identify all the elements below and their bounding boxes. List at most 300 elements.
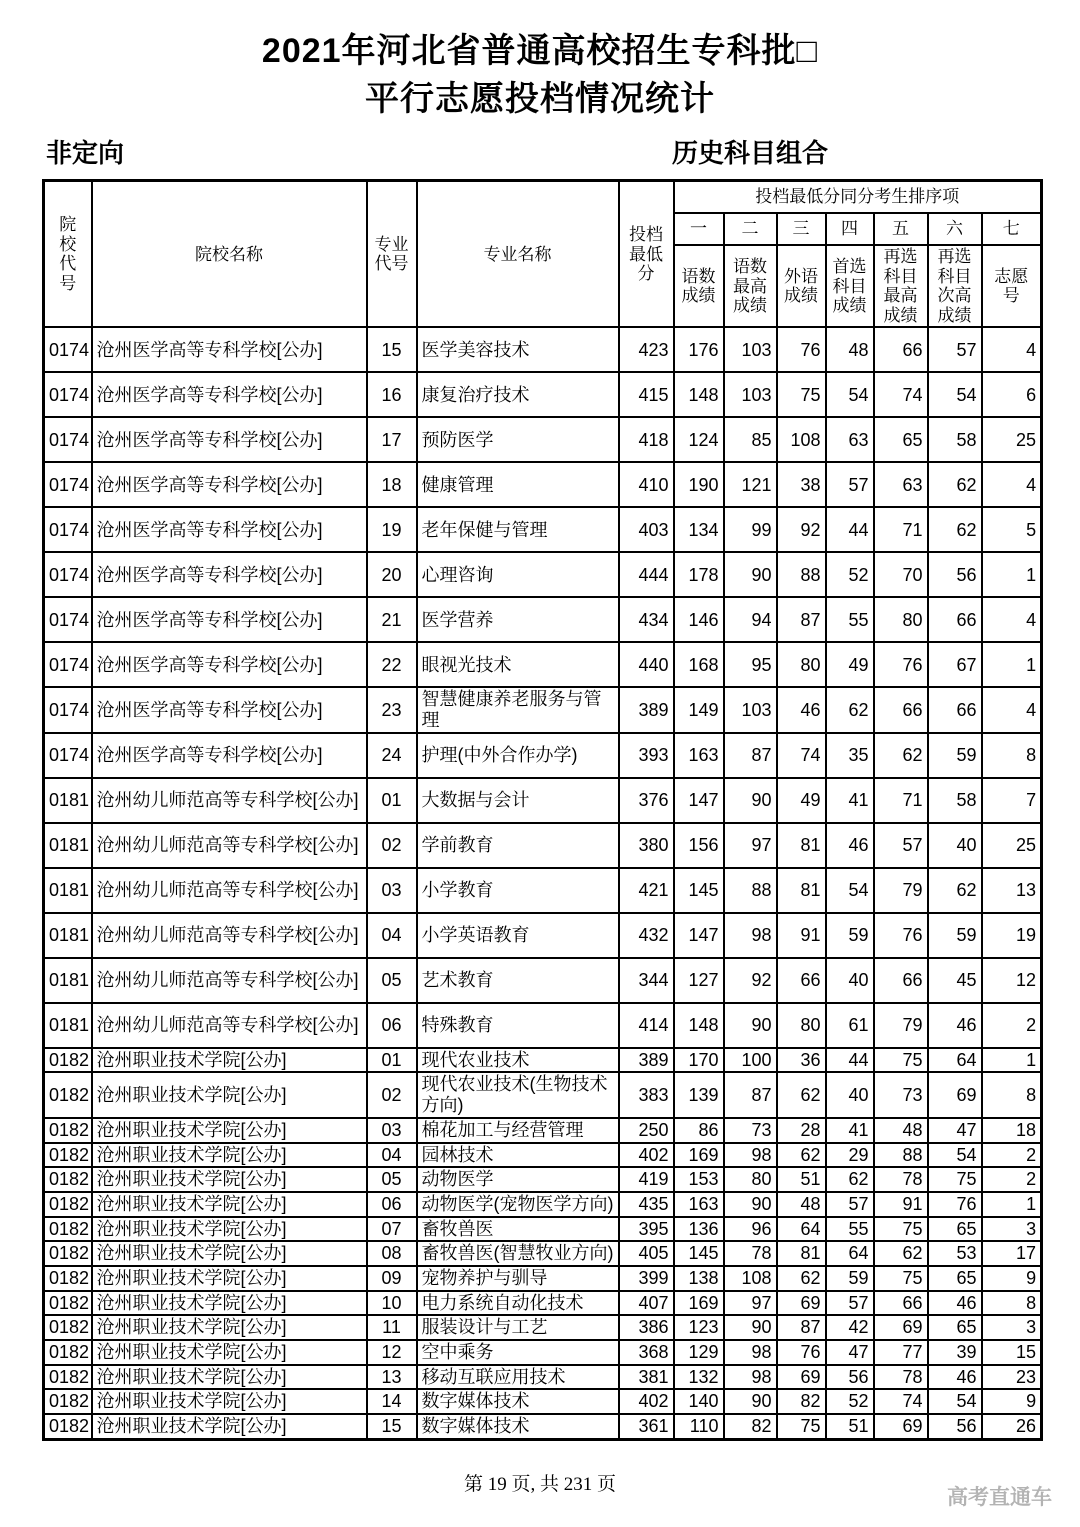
- school-code-cell: 0174: [44, 372, 92, 417]
- header-reselect-subject-max-score: 再选科目最高成绩: [874, 245, 928, 327]
- tiebreak-1-cell: 124: [674, 417, 724, 462]
- volunteer-number-cell: 25: [982, 823, 1042, 868]
- header-chinese-math-max-score: 语数最高成绩: [724, 245, 777, 327]
- header-major-code: 专业代号: [367, 181, 417, 328]
- volunteer-number-cell: 4: [982, 687, 1042, 732]
- min-score-cell: 368: [619, 1340, 674, 1365]
- tiebreak-5-cell: 48: [874, 1118, 928, 1143]
- min-score-cell: 403: [619, 507, 674, 552]
- header-ordinal-6: 六: [928, 213, 982, 245]
- min-score-cell: 386: [619, 1315, 674, 1340]
- tiebreak-5-cell: 80: [874, 597, 928, 642]
- major-code-cell: 03: [367, 1118, 417, 1143]
- header-ordinal-3: 三: [777, 213, 826, 245]
- major-name-cell: 电力系统自动化技术: [417, 1291, 619, 1316]
- tiebreak-5-cell: 78: [874, 1365, 928, 1390]
- tiebreak-5-cell: 74: [874, 372, 928, 417]
- volunteer-number-cell: 17: [982, 1241, 1042, 1266]
- major-code-cell: 06: [367, 1192, 417, 1217]
- watermark-gaokao-express: 高考直通车: [947, 1486, 1052, 1509]
- school-name-cell: 沧州职业技术学院[公办]: [92, 1217, 367, 1242]
- tiebreak-1-cell: 178: [674, 552, 724, 597]
- major-code-cell: 20: [367, 552, 417, 597]
- table-row: [44, 823, 1042, 868]
- tiebreak-1-cell: 147: [674, 778, 724, 823]
- tiebreak-5-cell: 69: [874, 1414, 928, 1439]
- tiebreak-4-cell: 44: [826, 507, 874, 552]
- tiebreak-4-cell: 44: [826, 1048, 874, 1073]
- tiebreak-1-cell: 170: [674, 1048, 724, 1073]
- tiebreak-2-cell: 98: [724, 1143, 777, 1168]
- school-code-cell: 0174: [44, 417, 92, 462]
- volunteer-number-cell: 4: [982, 327, 1042, 372]
- tiebreak-6-cell: 40: [928, 823, 982, 868]
- major-code-cell: 18: [367, 462, 417, 507]
- tiebreak-5-cell: 70: [874, 552, 928, 597]
- major-code-cell: 06: [367, 1003, 417, 1048]
- tiebreak-6-cell: 56: [928, 1414, 982, 1439]
- major-name-cell: 眼视光技术: [417, 642, 619, 687]
- table-row: [44, 1217, 1042, 1242]
- major-code-cell: 07: [367, 1217, 417, 1242]
- tiebreak-6-cell: 46: [928, 1003, 982, 1048]
- volunteer-number-cell: 6: [982, 372, 1042, 417]
- tiebreak-2-cell: 98: [724, 913, 777, 958]
- major-name-cell: 大数据与会计: [417, 778, 619, 823]
- tiebreak-3-cell: 80: [777, 1003, 826, 1048]
- tiebreak-1-cell: 123: [674, 1315, 724, 1340]
- tiebreak-6-cell: 76: [928, 1192, 982, 1217]
- tiebreak-5-cell: 75: [874, 1217, 928, 1242]
- tiebreak-3-cell: 62: [777, 1072, 826, 1117]
- major-code-cell: 05: [367, 1167, 417, 1192]
- min-score-cell: 418: [619, 417, 674, 462]
- tiebreak-1-cell: 148: [674, 1003, 724, 1048]
- major-code-cell: 11: [367, 1315, 417, 1340]
- tiebreak-2-cell: 97: [724, 1291, 777, 1316]
- header-ordinal-1: 一: [674, 213, 724, 245]
- table-row: [44, 1167, 1042, 1192]
- table-row: [44, 1266, 1042, 1291]
- tiebreak-1-cell: 145: [674, 1241, 724, 1266]
- tiebreak-5-cell: 71: [874, 507, 928, 552]
- tiebreak-1-cell: 86: [674, 1118, 724, 1143]
- volunteer-number-cell: 2: [982, 1143, 1042, 1168]
- tiebreak-1-cell: 169: [674, 1143, 724, 1168]
- tiebreak-4-cell: 42: [826, 1315, 874, 1340]
- major-name-cell: 动物医学: [417, 1167, 619, 1192]
- tiebreak-6-cell: 59: [928, 733, 982, 778]
- min-score-cell: 423: [619, 327, 674, 372]
- table-row: [44, 1365, 1042, 1390]
- tiebreak-2-cell: 90: [724, 778, 777, 823]
- tiebreak-3-cell: 69: [777, 1291, 826, 1316]
- school-code-cell: 0182: [44, 1340, 92, 1365]
- volunteer-number-cell: 9: [982, 1266, 1042, 1291]
- school-code-cell: 0182: [44, 1241, 92, 1266]
- tiebreak-6-cell: 65: [928, 1266, 982, 1291]
- tiebreak-6-cell: 69: [928, 1072, 982, 1117]
- tiebreak-5-cell: 75: [874, 1048, 928, 1073]
- page-title-line2: 平行志愿投档情况统计: [365, 79, 715, 118]
- major-name-cell: 移动互联应用技术: [417, 1365, 619, 1390]
- school-code-cell: 0174: [44, 552, 92, 597]
- tiebreak-5-cell: 74: [874, 1389, 928, 1414]
- tiebreak-1-cell: 168: [674, 642, 724, 687]
- school-code-cell: 0182: [44, 1365, 92, 1390]
- tiebreak-4-cell: 62: [826, 687, 874, 732]
- school-name-cell: 沧州幼儿师范高等专科学校[公办]: [92, 823, 367, 868]
- tiebreak-2-cell: 73: [724, 1118, 777, 1143]
- tiebreak-4-cell: 61: [826, 1003, 874, 1048]
- header-foreign-language-score: 外语成绩: [777, 245, 826, 327]
- header-school-code: 院校代号: [44, 181, 92, 328]
- tiebreak-3-cell: 81: [777, 868, 826, 913]
- table-row: [44, 868, 1042, 913]
- table-row: [44, 1389, 1042, 1414]
- school-code-cell: 0182: [44, 1192, 92, 1217]
- tiebreak-5-cell: 88: [874, 1143, 928, 1168]
- tiebreak-2-cell: 97: [724, 823, 777, 868]
- tiebreak-1-cell: 134: [674, 507, 724, 552]
- tiebreak-4-cell: 64: [826, 1241, 874, 1266]
- tiebreak-3-cell: 74: [777, 733, 826, 778]
- tiebreak-4-cell: 59: [826, 913, 874, 958]
- school-code-cell: 0174: [44, 687, 92, 732]
- major-name-cell: 小学英语教育: [417, 913, 619, 958]
- tiebreak-2-cell: 103: [724, 687, 777, 732]
- school-name-cell: 沧州幼儿师范高等专科学校[公办]: [92, 778, 367, 823]
- school-name-cell: 沧州职业技术学院[公办]: [92, 1340, 367, 1365]
- min-score-cell: 435: [619, 1192, 674, 1217]
- volunteer-number-cell: 4: [982, 597, 1042, 642]
- school-name-cell: 沧州医学高等专科学校[公办]: [92, 733, 367, 778]
- tiebreak-6-cell: 54: [928, 372, 982, 417]
- volunteer-number-cell: 8: [982, 1072, 1042, 1117]
- tiebreak-5-cell: 57: [874, 823, 928, 868]
- school-code-cell: 0182: [44, 1167, 92, 1192]
- school-name-cell: 沧州职业技术学院[公办]: [92, 1167, 367, 1192]
- tiebreak-2-cell: 103: [724, 327, 777, 372]
- header-chinese-math-score: 语数成绩: [674, 245, 724, 327]
- tiebreak-3-cell: 38: [777, 462, 826, 507]
- major-code-cell: 03: [367, 868, 417, 913]
- major-name-cell: 畜牧兽医: [417, 1217, 619, 1242]
- tiebreak-6-cell: 62: [928, 868, 982, 913]
- tiebreak-2-cell: 98: [724, 1340, 777, 1365]
- header-school-name: 院校名称: [92, 181, 367, 328]
- tiebreak-3-cell: 62: [777, 1266, 826, 1291]
- volunteer-number-cell: 15: [982, 1340, 1042, 1365]
- school-code-cell: 0174: [44, 597, 92, 642]
- major-name-cell: 预防医学: [417, 417, 619, 462]
- tiebreak-5-cell: 76: [874, 642, 928, 687]
- school-code-cell: 0182: [44, 1118, 92, 1143]
- tiebreak-5-cell: 66: [874, 1291, 928, 1316]
- school-code-cell: 0182: [44, 1414, 92, 1439]
- major-code-cell: 04: [367, 913, 417, 958]
- major-name-cell: 园林技术: [417, 1143, 619, 1168]
- table-header: [44, 181, 1042, 328]
- school-name-cell: 沧州医学高等专科学校[公办]: [92, 687, 367, 732]
- tiebreak-6-cell: 66: [928, 597, 982, 642]
- volunteer-number-cell: 8: [982, 1291, 1042, 1316]
- table-row: [44, 642, 1042, 687]
- volunteer-number-cell: 4: [982, 462, 1042, 507]
- tiebreak-5-cell: 76: [874, 913, 928, 958]
- major-code-cell: 01: [367, 778, 417, 823]
- school-name-cell: 沧州医学高等专科学校[公办]: [92, 462, 367, 507]
- major-name-cell: 健康管理: [417, 462, 619, 507]
- volunteer-number-cell: 19: [982, 913, 1042, 958]
- tiebreak-2-cell: 90: [724, 1192, 777, 1217]
- min-score-cell: 376: [619, 778, 674, 823]
- tiebreak-2-cell: 90: [724, 552, 777, 597]
- header-ordinal-5: 五: [874, 213, 928, 245]
- tiebreak-5-cell: 69: [874, 1315, 928, 1340]
- tiebreak-2-cell: 85: [724, 417, 777, 462]
- school-name-cell: 沧州职业技术学院[公办]: [92, 1118, 367, 1143]
- header-ordinal-7: 七: [982, 213, 1042, 245]
- tiebreak-3-cell: 66: [777, 958, 826, 1003]
- school-name-cell: 沧州医学高等专科学校[公办]: [92, 372, 367, 417]
- major-code-cell: 08: [367, 1241, 417, 1266]
- major-name-cell: 现代农业技术(生物技术方向): [417, 1072, 619, 1117]
- volunteer-number-cell: 13: [982, 868, 1042, 913]
- tiebreak-1-cell: 153: [674, 1167, 724, 1192]
- tiebreak-3-cell: 36: [777, 1048, 826, 1073]
- tiebreak-2-cell: 80: [724, 1167, 777, 1192]
- tiebreak-4-cell: 59: [826, 1266, 874, 1291]
- min-score-cell: 419: [619, 1167, 674, 1192]
- table-row: [44, 778, 1042, 823]
- tiebreak-1-cell: 136: [674, 1217, 724, 1242]
- tiebreak-2-cell: 90: [724, 1315, 777, 1340]
- tiebreak-6-cell: 54: [928, 1143, 982, 1168]
- major-code-cell: 22: [367, 642, 417, 687]
- school-code-cell: 0182: [44, 1217, 92, 1242]
- school-code-cell: 0181: [44, 823, 92, 868]
- school-code-cell: 0182: [44, 1266, 92, 1291]
- header-ordinal-4: 四: [826, 213, 874, 245]
- tiebreak-3-cell: 87: [777, 1315, 826, 1340]
- tiebreak-4-cell: 41: [826, 1118, 874, 1143]
- tiebreak-5-cell: 66: [874, 687, 928, 732]
- tiebreak-4-cell: 29: [826, 1143, 874, 1168]
- table-row: [44, 1192, 1042, 1217]
- school-name-cell: 沧州职业技术学院[公办]: [92, 1414, 367, 1439]
- major-code-cell: 24: [367, 733, 417, 778]
- tiebreak-3-cell: 108: [777, 417, 826, 462]
- header-min-score: 投档最低分: [619, 181, 674, 328]
- school-code-cell: 0181: [44, 958, 92, 1003]
- tiebreak-3-cell: 82: [777, 1389, 826, 1414]
- tiebreak-6-cell: 45: [928, 958, 982, 1003]
- tiebreak-4-cell: 55: [826, 597, 874, 642]
- table-row: [44, 417, 1042, 462]
- tiebreak-6-cell: 62: [928, 462, 982, 507]
- major-name-cell: 数字媒体技术: [417, 1389, 619, 1414]
- tiebreak-5-cell: 65: [874, 417, 928, 462]
- table-row: [44, 327, 1042, 372]
- tiebreak-5-cell: 77: [874, 1340, 928, 1365]
- volunteer-number-cell: 7: [982, 778, 1042, 823]
- school-code-cell: 0181: [44, 778, 92, 823]
- min-score-cell: 405: [619, 1241, 674, 1266]
- page-title: [0, 0, 1080, 123]
- tiebreak-1-cell: 149: [674, 687, 724, 732]
- tiebreak-6-cell: 65: [928, 1315, 982, 1340]
- min-score-cell: 410: [619, 462, 674, 507]
- school-name-cell: 沧州职业技术学院[公办]: [92, 1241, 367, 1266]
- tiebreak-2-cell: 95: [724, 642, 777, 687]
- min-score-cell: 440: [619, 642, 674, 687]
- school-code-cell: 0182: [44, 1048, 92, 1073]
- volunteer-number-cell: 8: [982, 733, 1042, 778]
- tiebreak-6-cell: 62: [928, 507, 982, 552]
- school-name-cell: 沧州幼儿师范高等专科学校[公办]: [92, 913, 367, 958]
- tiebreak-4-cell: 46: [826, 823, 874, 868]
- major-name-cell: 康复治疗技术: [417, 372, 619, 417]
- tiebreak-3-cell: 62: [777, 1143, 826, 1168]
- table-row: [44, 1143, 1042, 1168]
- volunteer-number-cell: 25: [982, 417, 1042, 462]
- table-row: [44, 1414, 1042, 1439]
- major-code-cell: 15: [367, 327, 417, 372]
- major-code-cell: 02: [367, 1072, 417, 1117]
- tiebreak-3-cell: 76: [777, 1340, 826, 1365]
- tiebreak-3-cell: 48: [777, 1192, 826, 1217]
- school-code-cell: 0181: [44, 868, 92, 913]
- tiebreak-6-cell: 66: [928, 687, 982, 732]
- school-code-cell: 0182: [44, 1143, 92, 1168]
- school-name-cell: 沧州幼儿师范高等专科学校[公办]: [92, 868, 367, 913]
- school-name-cell: 沧州职业技术学院[公办]: [92, 1291, 367, 1316]
- volunteer-number-cell: 9: [982, 1389, 1042, 1414]
- tiebreak-2-cell: 94: [724, 597, 777, 642]
- major-name-cell: 医学营养: [417, 597, 619, 642]
- table-row: [44, 372, 1042, 417]
- school-code-cell: 0174: [44, 327, 92, 372]
- school-code-cell: 0181: [44, 1003, 92, 1048]
- tiebreak-4-cell: 41: [826, 778, 874, 823]
- min-score-cell: 380: [619, 823, 674, 868]
- table-row: [44, 1340, 1042, 1365]
- table-row: [44, 958, 1042, 1003]
- major-code-cell: 19: [367, 507, 417, 552]
- tiebreak-2-cell: 82: [724, 1414, 777, 1439]
- tiebreak-4-cell: 49: [826, 642, 874, 687]
- volunteer-number-cell: 18: [982, 1118, 1042, 1143]
- major-name-cell: 现代农业技术: [417, 1048, 619, 1073]
- table-row: [44, 1315, 1042, 1340]
- tiebreak-1-cell: 127: [674, 958, 724, 1003]
- header-reselect-subject-second-score: 再选科目次高成绩: [928, 245, 982, 327]
- table-row: [44, 1241, 1042, 1266]
- min-score-cell: 444: [619, 552, 674, 597]
- school-name-cell: 沧州医学高等专科学校[公办]: [92, 417, 367, 462]
- tiebreak-4-cell: 52: [826, 1389, 874, 1414]
- min-score-cell: 434: [619, 597, 674, 642]
- tiebreak-3-cell: 92: [777, 507, 826, 552]
- admission-table: [42, 179, 1043, 1441]
- min-score-cell: 432: [619, 913, 674, 958]
- tiebreak-1-cell: 138: [674, 1266, 724, 1291]
- school-code-cell: 0182: [44, 1072, 92, 1117]
- tiebreak-4-cell: 57: [826, 1291, 874, 1316]
- major-name-cell: 老年保健与管理: [417, 507, 619, 552]
- tiebreak-6-cell: 39: [928, 1340, 982, 1365]
- tiebreak-3-cell: 80: [777, 642, 826, 687]
- tiebreak-2-cell: 108: [724, 1266, 777, 1291]
- table-row: [44, 462, 1042, 507]
- volunteer-number-cell: 3: [982, 1217, 1042, 1242]
- tiebreak-1-cell: 110: [674, 1414, 724, 1439]
- tiebreak-3-cell: 88: [777, 552, 826, 597]
- tiebreak-5-cell: 78: [874, 1167, 928, 1192]
- min-score-cell: 250: [619, 1118, 674, 1143]
- tiebreak-4-cell: 40: [826, 1072, 874, 1117]
- major-code-cell: 01: [367, 1048, 417, 1073]
- min-score-cell: 414: [619, 1003, 674, 1048]
- volunteer-number-cell: 12: [982, 958, 1042, 1003]
- tiebreak-4-cell: 57: [826, 1192, 874, 1217]
- school-name-cell: 沧州医学高等专科学校[公办]: [92, 507, 367, 552]
- school-name-cell: 沧州职业技术学院[公办]: [92, 1365, 367, 1390]
- tiebreak-6-cell: 64: [928, 1048, 982, 1073]
- tiebreak-5-cell: 63: [874, 462, 928, 507]
- min-score-cell: 344: [619, 958, 674, 1003]
- min-score-cell: 393: [619, 733, 674, 778]
- major-code-cell: 13: [367, 1365, 417, 1390]
- tiebreak-3-cell: 81: [777, 1241, 826, 1266]
- volunteer-number-cell: 1: [982, 1048, 1042, 1073]
- table-row: [44, 1003, 1042, 1048]
- volunteer-number-cell: 3: [982, 1315, 1042, 1340]
- tiebreak-4-cell: 62: [826, 1167, 874, 1192]
- tiebreak-3-cell: 28: [777, 1118, 826, 1143]
- tiebreak-1-cell: 156: [674, 823, 724, 868]
- tiebreak-1-cell: 169: [674, 1291, 724, 1316]
- table-row: [44, 1291, 1042, 1316]
- major-name-cell: 护理(中外合作办学): [417, 733, 619, 778]
- tiebreak-6-cell: 58: [928, 778, 982, 823]
- major-code-cell: 04: [367, 1143, 417, 1168]
- major-name-cell: 智慧健康养老服务与管理: [417, 687, 619, 732]
- tiebreak-3-cell: 75: [777, 372, 826, 417]
- table-row: [44, 733, 1042, 778]
- tiebreak-6-cell: 54: [928, 1389, 982, 1414]
- tiebreak-6-cell: 75: [928, 1167, 982, 1192]
- major-code-cell: 16: [367, 372, 417, 417]
- table-row: [44, 552, 1042, 597]
- tiebreak-4-cell: 63: [826, 417, 874, 462]
- tiebreak-5-cell: 62: [874, 733, 928, 778]
- header-volunteer-number: 志愿号: [982, 245, 1042, 327]
- tiebreak-4-cell: 56: [826, 1365, 874, 1390]
- major-name-cell: 空中乘务: [417, 1340, 619, 1365]
- tiebreak-2-cell: 90: [724, 1389, 777, 1414]
- major-code-cell: 09: [367, 1266, 417, 1291]
- tiebreak-4-cell: 40: [826, 958, 874, 1003]
- tiebreak-3-cell: 87: [777, 597, 826, 642]
- major-name-cell: 心理咨询: [417, 552, 619, 597]
- major-name-cell: 数字媒体技术: [417, 1414, 619, 1439]
- school-name-cell: 沧州医学高等专科学校[公办]: [92, 552, 367, 597]
- tiebreak-4-cell: 35: [826, 733, 874, 778]
- tiebreak-5-cell: 75: [874, 1266, 928, 1291]
- page-title-line1: 2021年河北省普通高校招生专科批□: [261, 32, 819, 70]
